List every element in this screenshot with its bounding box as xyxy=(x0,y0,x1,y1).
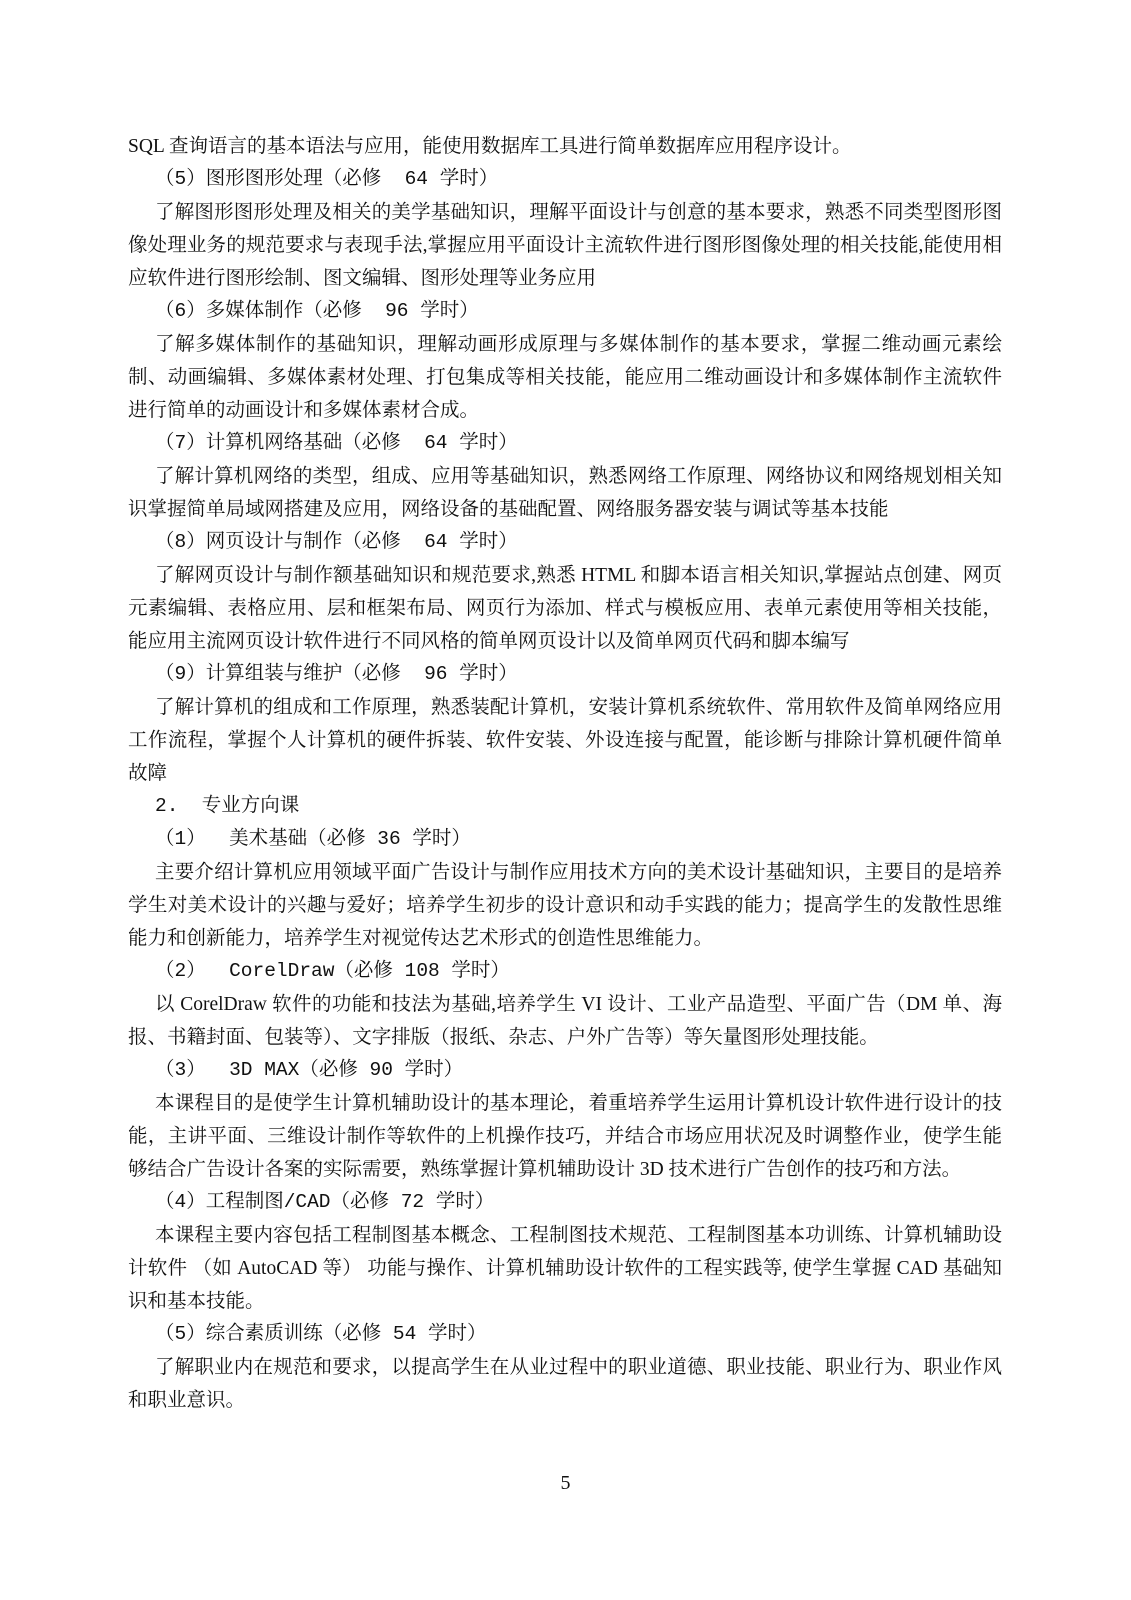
course-heading: （1） 美术基础（必修 36 学时） xyxy=(155,828,471,850)
page-footer xyxy=(0,1472,1131,1495)
paragraph: 本课程主要内容包括工程制图基本概念、工程制图技术规范、工程制图基本功训练、计算机辅助设计软件 （如 AutoCAD 等） 功能与操作、计算机辅助设计软件的工程实践等, 使学生掌握 CAD 基础知识和基本技能。 xyxy=(128,1225,1002,1312)
paragraph: SQL 查询语言的基本语法与应用，能使用数据库工具进行简单数据库应用程序设计。 xyxy=(128,136,852,157)
section-heading: 2. 专业方向课 xyxy=(155,795,300,817)
paragraph: 了解职业内在规范和要求，以提高学生在从业过程中的职业道德、职业技能、职业行为、职业作风和职业意识。 xyxy=(128,1357,1002,1411)
course-heading: （9）计算组装与维护（必修 96 学时） xyxy=(155,663,518,685)
course-heading: （3） 3D MAX（必修 90 学时） xyxy=(155,1059,464,1081)
paragraph: 了解图形图形处理及相关的美学基础知识，理解平面设计与创意的基本要求，熟悉不同类型图形图像处理业务的规范要求与表现手法,掌握应用平面设计主流软件进行图形图像处理的相关技能,能使用相应软件进行图形绘制、图文编辑、图形处理等业务应用 xyxy=(128,202,1002,289)
paragraph: 了解网页设计与制作额基础知识和规范要求,熟悉 HTML 和脚本语言相关知识,掌握站点创建、网页元素编辑、表格应用、层和框架布局、网页行为添加、样式与模板应用、表单元素使用等相关技能，能应用主流网页设计软件进行不同风格的简单网页设计以及简单网页代码和脚本编写 xyxy=(128,565,1002,652)
paragraph: 了解多媒体制作的基础知识，理解动画形成原理与多媒体制作的基本要求，掌握二维动画元素绘制、动画编辑、多媒体素材处理、打包集成等相关技能，能应用二维动画设计和多媒体制作主流软件进行简单的动画设计和多媒体素材合成。 xyxy=(128,334,1002,421)
paragraph: 了解计算机网络的类型，组成、应用等基础知识，熟悉网络工作原理、网络协议和网络规划相关知识掌握简单局域网搭建及应用，网络设备的基础配置、网络服务器安装与调试等基本技能 xyxy=(128,466,1002,520)
course-heading: （7）计算机网络基础（必修 64 学时） xyxy=(155,432,518,454)
paragraph: 主要介绍计算机应用领域平面广告设计与制作应用技术方向的美术设计基础知识，主要目的是培养学生对美术设计的兴趣与爱好；培养学生初步的设计意识和动手实践的能力；提高学生的发散性思维能力和创新能力，培养学生对视觉传达艺术形式的创造性思维能力。 xyxy=(128,862,1002,949)
course-heading: （5）图形图形处理（必修 64 学时） xyxy=(155,168,499,190)
page-number: 5 xyxy=(560,1472,571,1494)
paragraph: 以 CorelDraw 软件的功能和技法为基础,培养学生 VI 设计、工业产品造型、平面广告（DM 单、海报、书籍封面、包装等）、文字排版（报纸、杂志、户外广告等）等矢量图形处理技能。 xyxy=(128,994,1002,1048)
paragraph: 本课程目的是使学生计算机辅助设计的基本理论，着重培养学生运用计算机设计软件进行设计的技能，主讲平面、三维设计制作等软件的上机操作技巧，并结合市场应用状况及时调整作业，使学生能够结合广告设计各案的实际需要，熟练掌握计算机辅助设计 3D 技术进行广告创作的技巧和方法。 xyxy=(128,1093,1002,1180)
paragraph: 了解计算机的组成和工作原理，熟悉装配计算机，安装计算机系统软件、常用软件及简单网络应用工作流程，掌握个人计算机的硬件拆装、软件安装、外设连接与配置，能诊断与排除计算机硬件简单故障 xyxy=(128,697,1002,784)
course-heading: （2） CorelDraw（必修 108 学时） xyxy=(155,960,510,982)
course-heading: （6）多媒体制作（必修 96 学时） xyxy=(155,300,479,322)
course-heading: （5）综合素质训练（必修 54 学时） xyxy=(155,1323,487,1345)
course-heading: （4）工程制图/CAD（必修 72 学时） xyxy=(155,1191,495,1213)
document-body xyxy=(128,130,1002,1417)
course-heading: （8）网页设计与制作（必修 64 学时） xyxy=(155,531,518,553)
